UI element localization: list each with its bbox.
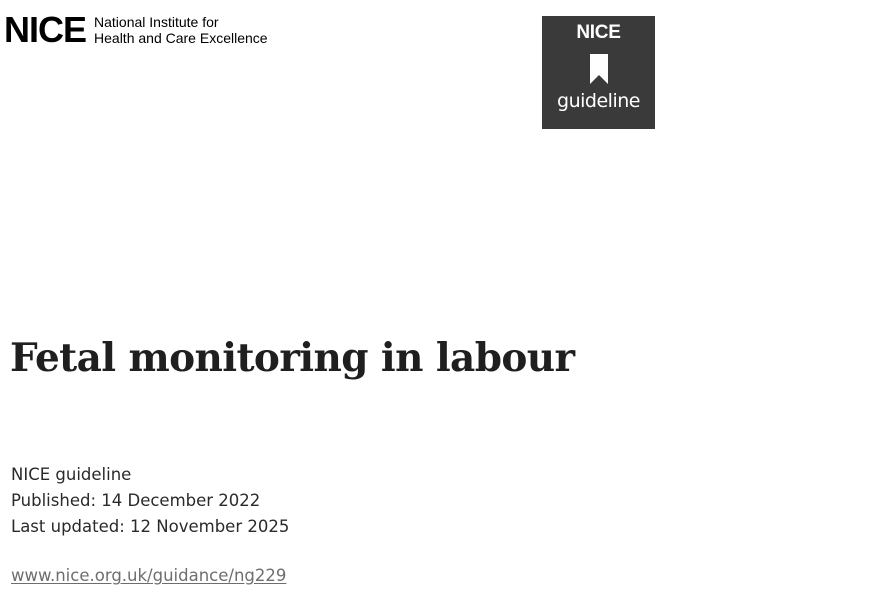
last-updated-date: Last updated: 12 November 2025 [11,517,290,536]
logo-subtitle-line2: Health and Care Excellence [94,30,268,46]
document-meta [11,462,289,540]
badge-nice-label: NICE [576,22,621,43]
logo-subtitle-line1: National Institute for [94,14,219,30]
logo-wordmark: NICE [4,9,87,50]
nice-logo [4,9,268,50]
guideline-badge [542,16,655,129]
guidance-link[interactable]: www.nice.org.uk/guidance/ng229 [11,566,287,585]
published-date: Published: 14 December 2022 [11,491,261,510]
bookmark-icon [588,54,610,84]
document-type: NICE guideline [11,465,132,484]
document-title: Fetal monitoring in labour [10,335,575,381]
logo-subtitle [94,14,268,46]
badge-guideline-label: guideline [557,90,640,112]
